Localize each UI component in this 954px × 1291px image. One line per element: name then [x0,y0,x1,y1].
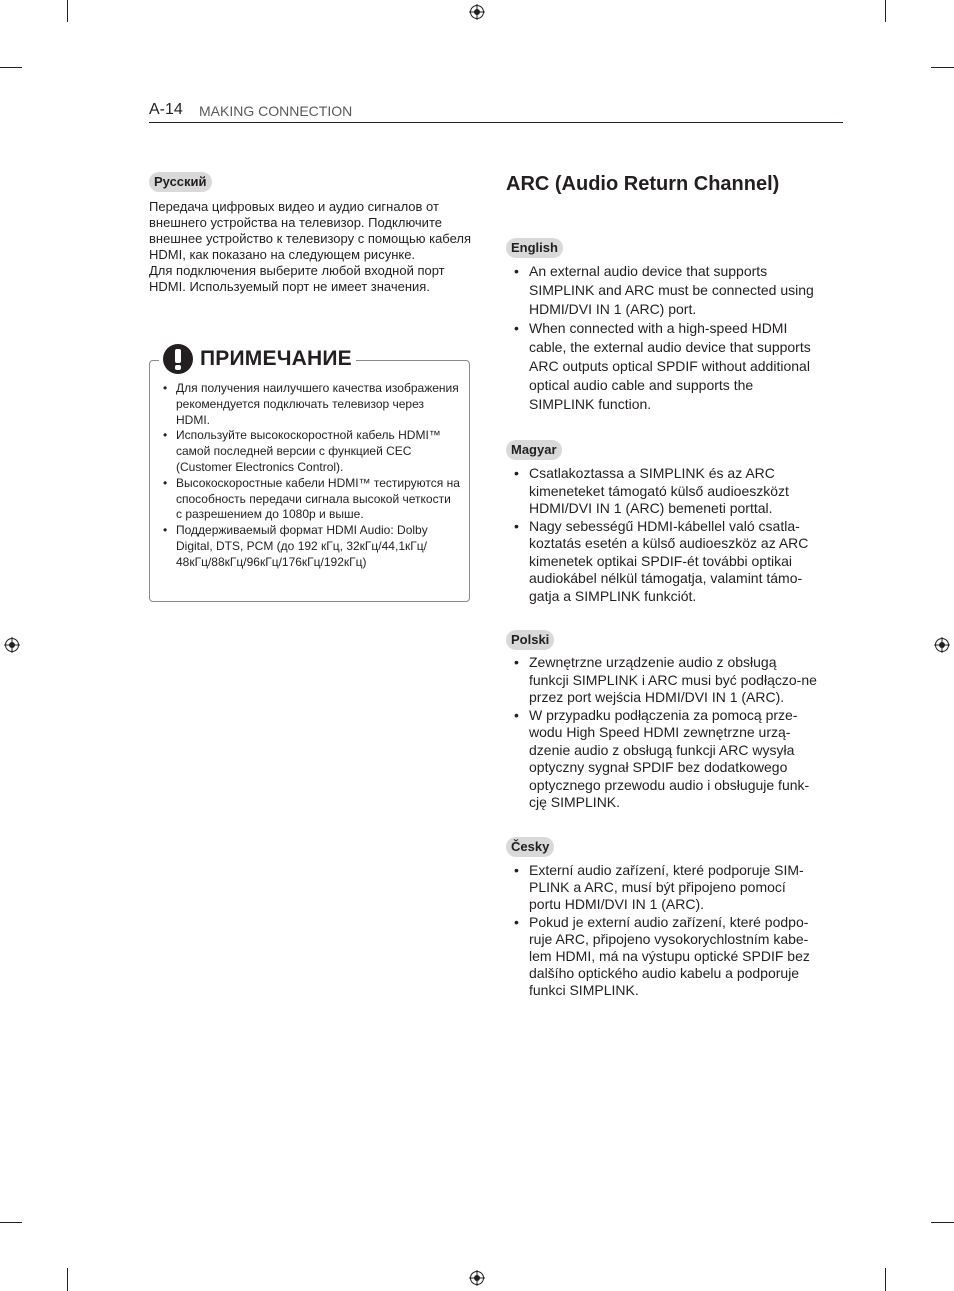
note-item: • Поддерживаемый формат HDMI Audio: Dolby Digital, DTS, PCM (до 192 кГц, 32кГц/44,1кГц/ 48кГц/88кГц/96кГц/176кГц/192кГц) [160,523,460,570]
note-list [160,381,460,571]
crop-mark [931,67,954,68]
lang-tag-russian: Русский [149,172,212,192]
registration-mark-icon [469,1270,485,1286]
note-item: • Используйте высокоскоростной кабель HDMI™ самой последней версии с функцией CEC (Customer Electronics Control). [160,428,460,475]
page-number: A-14 [149,101,183,118]
exclamation-icon [163,344,193,374]
crop-mark [67,1268,68,1291]
lang-tag-english: English [506,238,563,258]
note-title: ПРИМЕЧАНИЕ [200,347,352,370]
crop-mark [931,1222,954,1223]
section-title: ARC (Audio Return Channel) [506,173,780,195]
note-item: • Для получения наилучшего качества изображения рекомендуется подключать телевизор через HDMI. [160,381,460,428]
lang-tag-magyar: Magyar [506,440,562,460]
note-header [159,343,356,375]
list-item: • Nagy sebességű HDMI-kábellel való csatla-koztatás esetén a külső audioeszköz az ARC kimenetek optikai SPDIF-ét további optikai audiokábel nélkül támogatja, valamint támo-gatja a SIMPLINK funkciót. [506,518,818,606]
lang-tag-polski: Polski [506,630,554,650]
crop-mark [0,67,22,68]
crop-mark [67,0,68,22]
english-list [506,262,818,414]
section-name: MAKING CONNECTION [199,103,353,119]
list-item: • W przypadku podłączenia za pomocą prze-wodu High Speed HDMI zewnętrzne urzą-dzenie audio z obsługą funkcji ARC wysyła optyczny sygnał SPDIF bez dodatkowego optycznego przewodu audio i obsługuje funk-cję SIMPLINK. [506,707,818,812]
note-item: • Высокоскоростные кабели HDMI™ тестируются на способность передачи сигнала высокой четкости с разрешением до 1080p и выше. [160,476,460,523]
list-item: • An external audio device that supports SIMPLINK and ARC must be connected using HDMI/DVI IN 1 (ARC) port. [506,262,818,319]
list-item: • Csatlakoztassa a SIMPLINK és az ARC kimeneteket támogató külső audioeszközt HDMI/DVI IN 1 (ARC) bemeneti porttal. [506,465,818,518]
registration-mark-icon [4,637,20,653]
crop-mark [0,1222,22,1223]
cesky-list [506,862,818,1000]
list-item: • When connected with a high-speed HDMI cable, the external audio device that supports ARC outputs optical SPDIF without additional optical audio cable and supports the SIMPLINK function. [506,319,818,414]
list-item: • Zewnętrzne urządzenie audio z obsługą funkcji SIMPLINK i ARC musi być podłączo-ne przez port wejścia HDMI/DVI IN 1 (ARC). [506,654,818,707]
registration-mark-icon [934,637,950,653]
list-item: • Externí audio zařízení, které podporuje SIM-PLINK a ARC, musí být připojeno pomocí portu HDMI/DVI IN 1 (ARC). [506,862,818,914]
crop-mark [885,1268,886,1291]
page-header [149,100,843,123]
intro-paragraph: Передача цифровых видео и аудио сигналов от внешнего устройства на телевизор. Подключите внешнее устройство к телевизору с помощью кабеля HDMI, как показано на следующем рисунке. Для подключения выберите любой входной порт HDMI. Используемый порт не имеет значения. [149,199,472,294]
magyar-list [506,465,818,605]
registration-mark-icon [469,4,485,20]
crop-mark [885,0,886,22]
list-item: • Pokud je externí audio zařízení, které podpo-ruje ARC, připojeno vysokorychlostním kabe-lem HDMI, má na výstupu optické SPDIF bez dalšího optického audio kabelu a podporuje funkci SIMPLINK. [506,914,818,1000]
lang-tag-cesky: Česky [506,837,554,857]
polski-list [506,654,818,812]
